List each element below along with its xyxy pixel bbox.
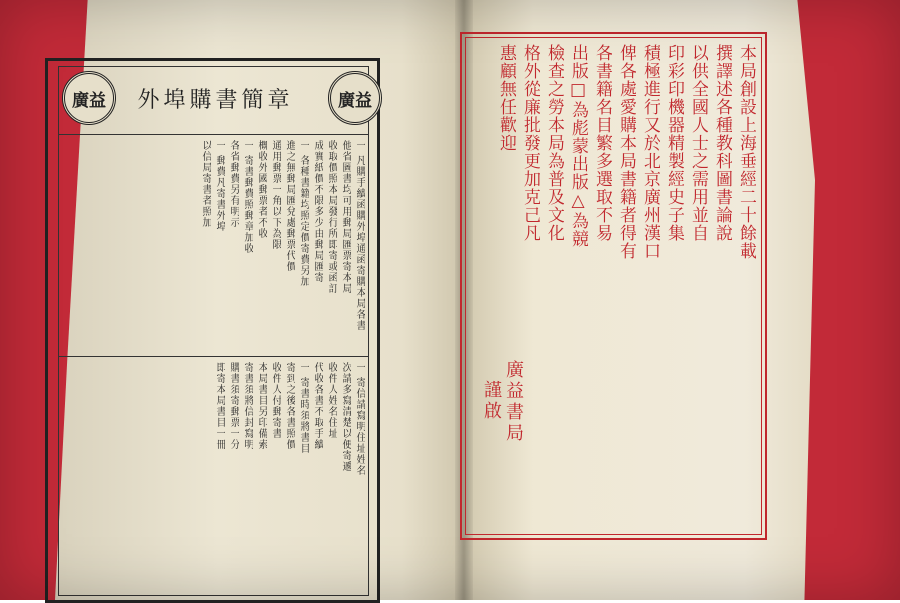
text-column: 他省圖書均可用郵局匯票寄本局	[340, 140, 351, 294]
text-column: 通用郵票一角以下為限	[270, 140, 281, 250]
title-divider	[58, 134, 369, 135]
red-text-column: 格外從廉批發更加克己凡	[520, 44, 540, 242]
text-column: 購書須寄郵票一分	[228, 362, 239, 450]
left-page-title: 外埠購書簡章	[137, 88, 294, 113]
text-column: 收取價照本局發行所即寄或函訂	[326, 140, 337, 294]
text-column: 一 寄書時須將書目	[298, 362, 309, 455]
signature-respectfully: 謹啟	[481, 380, 502, 422]
text-column: 一 寄書郵費照郵章加收	[242, 140, 253, 255]
text-column: 一 各種書籍均照定價寄費另加	[298, 140, 309, 288]
text-column: 各省郵費另有明示	[228, 140, 239, 228]
text-column: 一 凡購手續函購外埠通函寄購本局各書	[354, 140, 365, 332]
signature-publisher: 廣益書局	[503, 360, 524, 444]
red-text-column: 撰譯述各種教科圖書論說	[712, 44, 732, 242]
seal-emblem-right: 廣益	[328, 71, 382, 125]
text-column: 收件人付郵寄書	[270, 362, 281, 439]
text-column: 寄書須將信封寫明	[242, 362, 253, 450]
text-column: 以信局寄書者照加	[200, 140, 211, 228]
left-lower-text	[62, 362, 365, 590]
text-column: 本局書目另印備索	[256, 362, 267, 450]
red-text-column: 以供全國人士之需用並自	[688, 44, 708, 242]
text-column: 一 寄信請寫明住址姓名	[354, 362, 365, 477]
text-column: 成實紙價不限多少由郵局匯寄	[312, 140, 323, 283]
text-column: 次請多寫清楚以便寄遞	[340, 362, 351, 472]
text-column: 進之無郵局匯兌處郵票代價	[284, 140, 295, 272]
text-column: 即寄本局書目一冊	[214, 362, 225, 450]
red-text-column: 本局創設上海垂經二十餘載	[736, 44, 756, 260]
red-text-column: 各書籍名目繁多選取不易	[592, 44, 612, 242]
section-divider	[58, 356, 369, 357]
red-text-column: 俾各處愛購本局書籍者得有	[616, 44, 636, 260]
text-column: 寄到之後各書照價	[284, 362, 295, 450]
left-title-row	[50, 65, 375, 133]
text-column: 概收外國郵票者不收	[256, 140, 267, 239]
red-text-column: 惠顧無任歡迎	[496, 44, 516, 152]
seal-emblem-left: 廣益	[62, 71, 116, 125]
text-column: 收件人姓名住址	[326, 362, 337, 439]
left-upper-text	[62, 140, 365, 352]
red-text-column: 檢查之勞本局為普及文化	[544, 44, 564, 242]
text-column: 一 郵費凡寄書外埠	[214, 140, 225, 233]
text-column: 代收各書不取手續	[312, 362, 323, 450]
red-text-column: 出版□為彪蒙出版△為競	[568, 44, 588, 248]
red-text-column: 印彩印機器精製經史子集	[664, 44, 684, 242]
red-text-column: 積極進行又於北京廣州漢口	[640, 44, 660, 260]
